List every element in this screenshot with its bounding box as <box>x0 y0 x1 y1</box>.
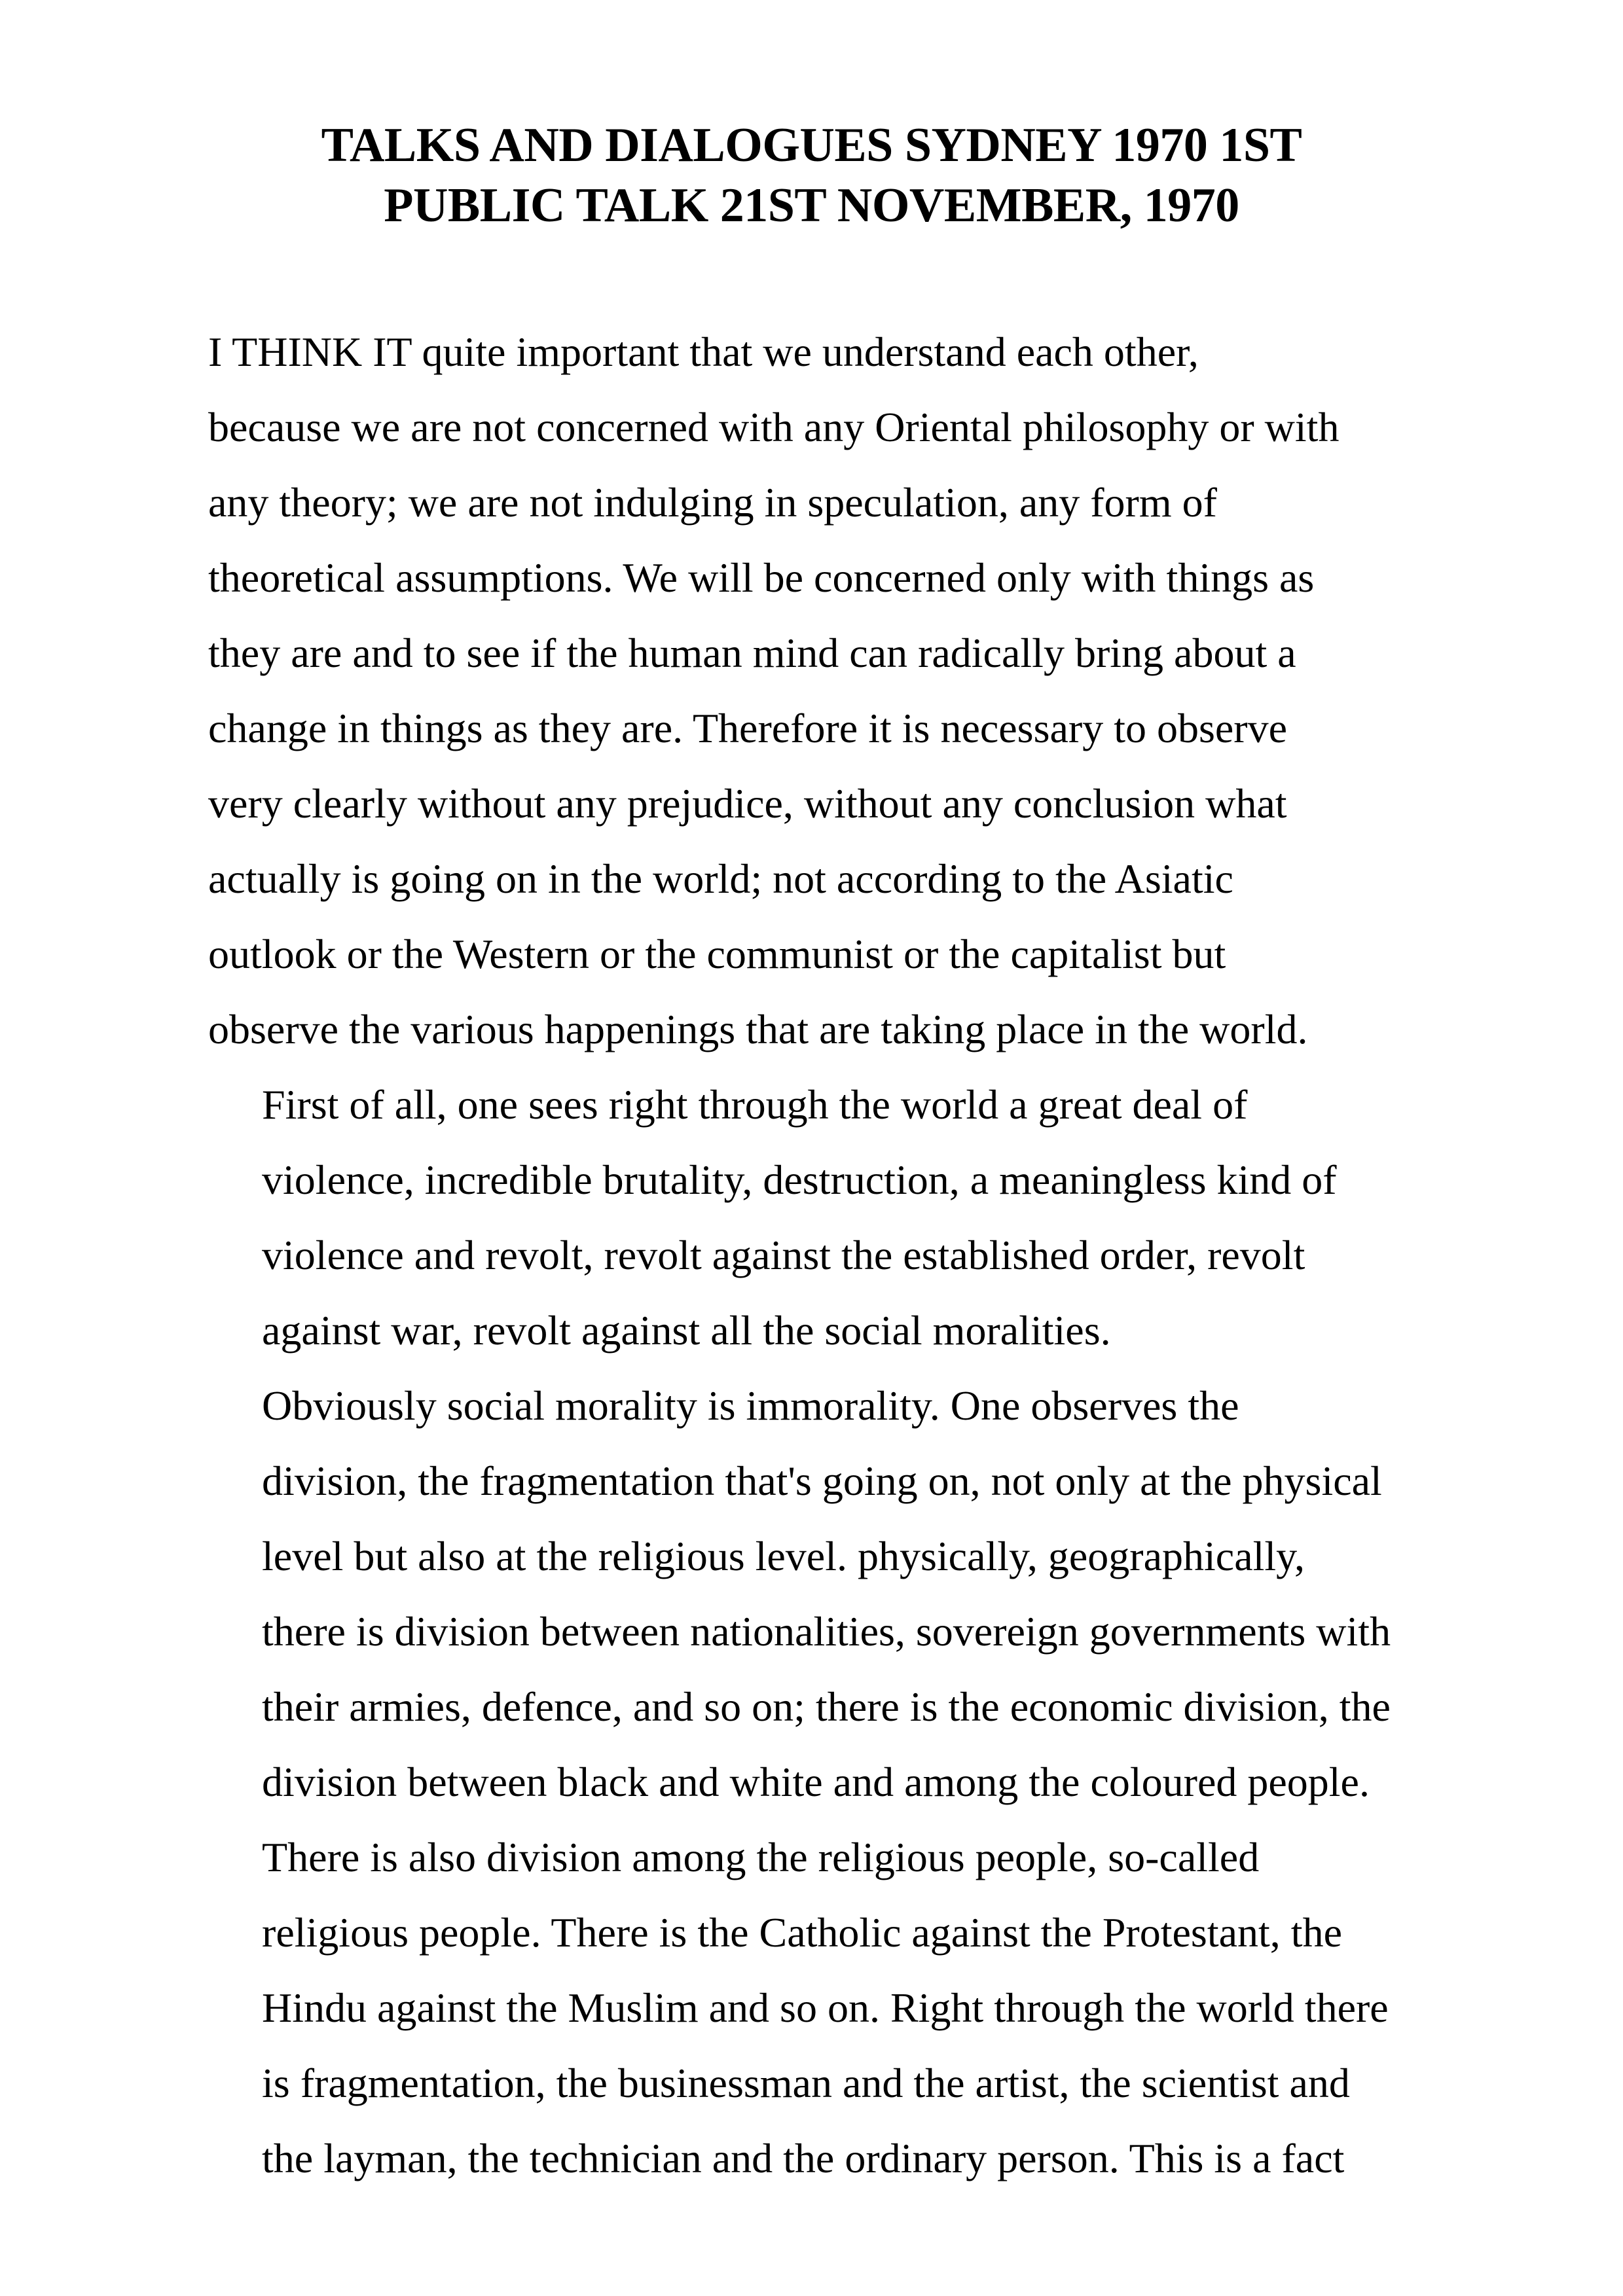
text-line: change in things as they are. Therefore it is necessary to observe <box>208 705 1287 751</box>
text-line: I THINK IT quite important that we understand each other, <box>208 329 1199 375</box>
text-line: theoretical assumptions. We will be concerned only with things as <box>208 554 1315 601</box>
paragraph-1 <box>208 314 1426 1067</box>
title-line: TALKS AND DIALOGUES SYDNEY 1970 1ST <box>321 118 1302 172</box>
text-line: violence and revolt, revolt against the established order, revolt <box>262 1232 1305 1278</box>
text-line: level but also at the religious level. physically, geographically, <box>262 1533 1305 1579</box>
text-line: they are and to see if the human mind can radically bring about a <box>208 630 1296 676</box>
text-line: any theory; we are not indulging in speculation, any form of <box>208 479 1217 526</box>
text-line: their armies, defence, and so on; there is the economic division, the <box>262 1683 1391 1730</box>
text-line: division between black and white and among the coloured people. <box>262 1759 1370 1805</box>
text-line: violence, incredible brutality, destruction, a meaningless kind of <box>262 1157 1337 1203</box>
text-line: division, the fragmentation that's going on, not only at the physical <box>262 1458 1382 1504</box>
title-line: PUBLIC TALK 21ST NOVEMBER, 1970 <box>384 179 1239 232</box>
text-line: is fragmentation, the businessman and the artist, the scientist and <box>262 2060 1350 2106</box>
text-line: There is also division among the religious people, so-called <box>262 1834 1260 1880</box>
text-line: very clearly without any prejudice, without any conclusion what <box>208 780 1287 827</box>
text-line: Obviously social morality is immorality. One observes the <box>262 1382 1239 1429</box>
paragraph-2 <box>208 1067 1426 1368</box>
text-line: observe the various happenings that are taking place in the world. <box>208 1006 1308 1052</box>
text-line: against war, revolt against all the social moralities. <box>262 1307 1111 1354</box>
text-line: religious people. There is the Catholic against the Protestant, the <box>262 1909 1342 1956</box>
text-line: Hindu against the Muslim and so on. Right through the world there <box>262 1984 1389 2031</box>
text-line: there is division between nationalities, sovereign governments with <box>262 1608 1391 1655</box>
text-line: actually is going on in the world; not according to the Asiatic <box>208 855 1233 902</box>
page-title <box>196 115 1427 236</box>
document-body <box>208 314 1426 2196</box>
text-line: First of all, one sees right through the world a great deal of <box>262 1081 1248 1128</box>
text-line: outlook or the Western or the communist or the capitalist but <box>208 931 1226 977</box>
paragraph-3 <box>208 1368 1426 2196</box>
text-line: the layman, the technician and the ordinary person. This is a fact <box>262 2135 1345 2181</box>
text-line: because we are not concerned with any Oriental philosophy or with <box>208 404 1340 450</box>
